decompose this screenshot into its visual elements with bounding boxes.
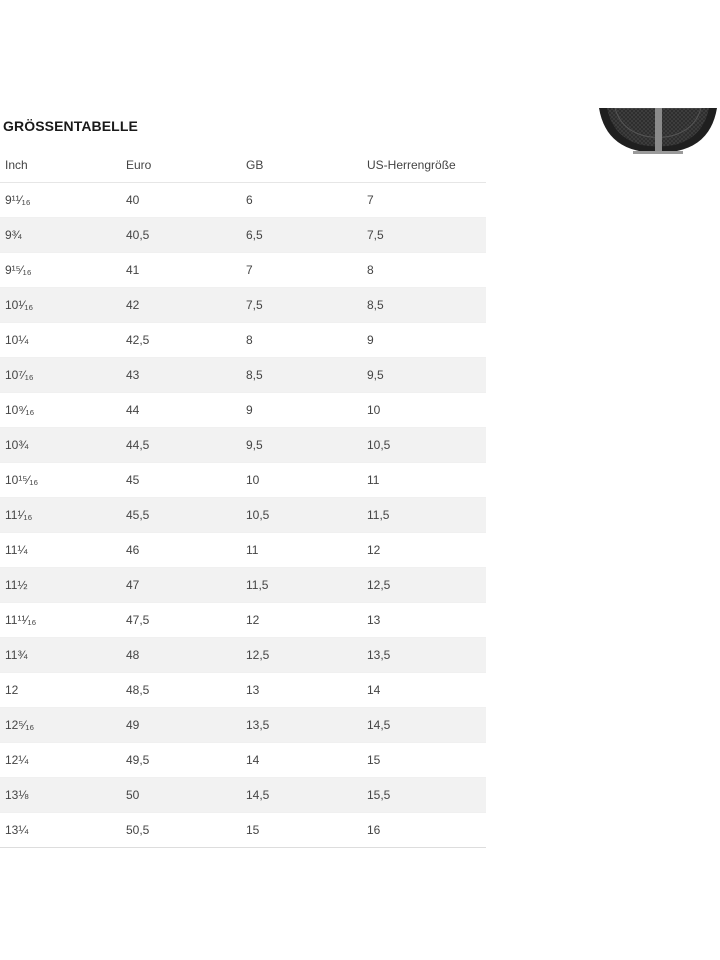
table-row bbox=[0, 638, 486, 673]
cell-inch: 10⁷⁄₁₆ bbox=[0, 358, 126, 393]
cell-euro: 41 bbox=[126, 253, 246, 288]
cell-euro: 49,5 bbox=[126, 743, 246, 778]
cell-inch: 11¾ bbox=[0, 638, 126, 673]
cell-euro: 45,5 bbox=[126, 498, 246, 533]
cell-gb: 10,5 bbox=[246, 498, 367, 533]
table-row bbox=[0, 463, 486, 498]
cell-euro: 40,5 bbox=[126, 218, 246, 253]
header-us: US-Herrengröße bbox=[367, 148, 486, 183]
table-row bbox=[0, 183, 486, 218]
product-thumbnail[interactable] bbox=[599, 108, 717, 156]
cell-us: 7 bbox=[367, 183, 486, 218]
cell-gb: 13,5 bbox=[246, 708, 367, 743]
header-gb: GB bbox=[246, 148, 367, 183]
table-row bbox=[0, 743, 486, 778]
cell-us: 9,5 bbox=[367, 358, 486, 393]
cell-inch: 9¹⁵⁄₁₆ bbox=[0, 253, 126, 288]
cell-us: 9 bbox=[367, 323, 486, 358]
cell-euro: 48,5 bbox=[126, 673, 246, 708]
size-table-body bbox=[0, 183, 486, 848]
table-row bbox=[0, 673, 486, 708]
cell-us: 15,5 bbox=[367, 778, 486, 813]
cell-inch: 10¹⁵⁄₁₆ bbox=[0, 463, 126, 498]
cell-inch: 10¼ bbox=[0, 323, 126, 358]
cell-inch: 10¹⁄₁₆ bbox=[0, 288, 126, 323]
table-row bbox=[0, 218, 486, 253]
cell-us: 15 bbox=[367, 743, 486, 778]
cell-euro: 42,5 bbox=[126, 323, 246, 358]
cell-euro: 48 bbox=[126, 638, 246, 673]
cell-euro: 42 bbox=[126, 288, 246, 323]
cell-gb: 11,5 bbox=[246, 568, 367, 603]
cell-inch: 10¾ bbox=[0, 428, 126, 463]
cell-us: 13,5 bbox=[367, 638, 486, 673]
cell-us: 14 bbox=[367, 673, 486, 708]
cell-inch: 11½ bbox=[0, 568, 126, 603]
table-row bbox=[0, 533, 486, 568]
cell-inch: 13⅛ bbox=[0, 778, 126, 813]
cell-inch: 11¹⁄₁₆ bbox=[0, 498, 126, 533]
table-row bbox=[0, 253, 486, 288]
cell-gb: 8,5 bbox=[246, 358, 367, 393]
cell-us: 10 bbox=[367, 393, 486, 428]
page-title: GRÖSSENTABELLE bbox=[3, 118, 138, 134]
cell-inch: 11¼ bbox=[0, 533, 126, 568]
table-row bbox=[0, 708, 486, 743]
cell-gb: 12,5 bbox=[246, 638, 367, 673]
cell-euro: 46 bbox=[126, 533, 246, 568]
cell-euro: 44 bbox=[126, 393, 246, 428]
product-sole-icon bbox=[599, 108, 717, 156]
header-inch: Inch bbox=[0, 148, 126, 183]
cell-euro: 44,5 bbox=[126, 428, 246, 463]
cell-us: 8 bbox=[367, 253, 486, 288]
cell-gb: 9,5 bbox=[246, 428, 367, 463]
cell-gb: 14 bbox=[246, 743, 367, 778]
cell-euro: 45 bbox=[126, 463, 246, 498]
table-row bbox=[0, 498, 486, 533]
cell-gb: 14,5 bbox=[246, 778, 367, 813]
cell-euro: 43 bbox=[126, 358, 246, 393]
cell-us: 12,5 bbox=[367, 568, 486, 603]
cell-us: 13 bbox=[367, 603, 486, 638]
table-row bbox=[0, 358, 486, 393]
cell-euro: 40 bbox=[126, 183, 246, 218]
cell-euro: 50,5 bbox=[126, 813, 246, 848]
table-row bbox=[0, 778, 486, 813]
header-euro: Euro bbox=[126, 148, 246, 183]
cell-inch: 9¾ bbox=[0, 218, 126, 253]
table-row bbox=[0, 568, 486, 603]
cell-inch: 11¹¹⁄₁₆ bbox=[0, 603, 126, 638]
table-row bbox=[0, 428, 486, 463]
cell-gb: 6,5 bbox=[246, 218, 367, 253]
cell-inch: 12⁵⁄₁₆ bbox=[0, 708, 126, 743]
table-header-row bbox=[0, 148, 486, 183]
cell-inch: 13¼ bbox=[0, 813, 126, 848]
size-table bbox=[0, 148, 486, 848]
cell-gb: 9 bbox=[246, 393, 367, 428]
table-row bbox=[0, 288, 486, 323]
table-row bbox=[0, 393, 486, 428]
cell-inch: 12 bbox=[0, 673, 126, 708]
cell-us: 11 bbox=[367, 463, 486, 498]
cell-inch: 12¼ bbox=[0, 743, 126, 778]
cell-inch: 10⁹⁄₁₆ bbox=[0, 393, 126, 428]
cell-gb: 8 bbox=[246, 323, 367, 358]
cell-gb: 15 bbox=[246, 813, 367, 848]
cell-euro: 47,5 bbox=[126, 603, 246, 638]
cell-us: 16 bbox=[367, 813, 486, 848]
cell-gb: 7 bbox=[246, 253, 367, 288]
cell-us: 14,5 bbox=[367, 708, 486, 743]
cell-us: 8,5 bbox=[367, 288, 486, 323]
cell-us: 12 bbox=[367, 533, 486, 568]
cell-us: 7,5 bbox=[367, 218, 486, 253]
cell-gb: 12 bbox=[246, 603, 367, 638]
cell-gb: 13 bbox=[246, 673, 367, 708]
cell-us: 10,5 bbox=[367, 428, 486, 463]
cell-euro: 49 bbox=[126, 708, 246, 743]
cell-gb: 11 bbox=[246, 533, 367, 568]
cell-gb: 6 bbox=[246, 183, 367, 218]
cell-gb: 10 bbox=[246, 463, 367, 498]
cell-us: 11,5 bbox=[367, 498, 486, 533]
cell-gb: 7,5 bbox=[246, 288, 367, 323]
table-row bbox=[0, 813, 486, 848]
table-row bbox=[0, 323, 486, 358]
cell-euro: 50 bbox=[126, 778, 246, 813]
table-row bbox=[0, 603, 486, 638]
cell-euro: 47 bbox=[126, 568, 246, 603]
cell-inch: 9¹¹⁄₁₆ bbox=[0, 183, 126, 218]
